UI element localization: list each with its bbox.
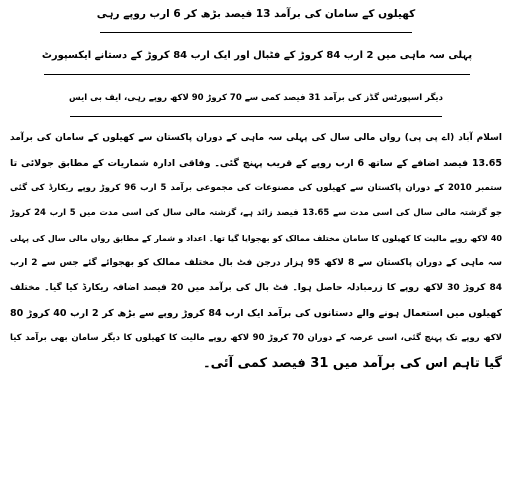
article-line: ستمبر 2010 کے دوران پاکستان سے کھیلوں کی مصنوعات کی مجموعی برآمد 5 ارب 96 کروڑ روپے ریکارڈ کی گئی [10,183,502,193]
headline-primary: کھیلوں کے سامان کی برآمد 13 فیصد بڑھ کر 6 ارب روپے رہی [96,8,416,20]
headline-secondary: پہلی سہ ماہی میں 2 ارب 84 کروڑ کے فٹبال اور ایک ارب 84 کروڑ کے دستانے ایکسپورٹ [41,50,473,61]
article-line: جو گزشتہ مالی سال کی اسی مدت سے 13.65 فیصد زائد ہے، گزشتہ مالی سال کی اسی مدت میں 5 ارب 24 کروڑ [10,208,502,218]
article-line: اسلام آباد (اے پی پی) رواں مالی سال کی پہلی سہ ماہی کے دوران پاکستان سے کھیلوں کے سامان کی برآمد [10,133,502,143]
article-line: لاکھ روپے تک پہنچ گئی، اسی عرصہ کے دوران 70 کروڑ 90 لاکھ روپے مالیت کا کھیلوں کا دیگر سامان بھی برآمد کیا [10,333,502,343]
article-line: سہ ماہی کے دوران پاکستان سے 8 لاکھ 95 ہزار درجن فٹ بال مختلف ممالک کو بھجوائے گئے جس سے 2 ارب [10,258,502,268]
headline-tertiary: دیگر اسپورٹس گڈز کی برآمد 31 فیصد کمی سے 70 کروڑ 90 لاکھ روپے رہی، ایف بی ایس [69,93,443,103]
article-line: کھیلوں میں استعمال ہونے والے دستانوں کی برآمد ایک ارب 84 کروڑ روپے سے بڑھ کر 2 ارب 40 کروڑ 80 [10,308,502,319]
article-line: 84 کروڑ 30 لاکھ روپے کا زرمبادلہ حاصل ہوا۔ فٹ بال کی برآمد میں 20 فیصد اضافہ ریکارڈ کیا گیا۔ مختلف [10,283,502,293]
article-line: 40 لاکھ روپے مالیت کا کھیلوں کا سامان مختلف ممالک کو بھجوایا گیا تھا۔ اعداد و شمار کے مطابق رواں مالی سال کی پہلی [10,234,502,243]
article-line: 13.65 فیصد اضافے کے ساتھ 6 ارب روپے کے قریب پہنچ گئی۔ وفاقی ادارہ شماریات کے مطابق جولائی تا [10,158,502,169]
article-body [10,126,502,376]
article-line: گیا تاہم اس کی برآمد میں 31 فیصد کمی آئی۔ [203,356,502,371]
headline-underline-2 [44,74,470,75]
headline-underline-1 [100,32,412,33]
headline-underline-3 [70,116,442,117]
